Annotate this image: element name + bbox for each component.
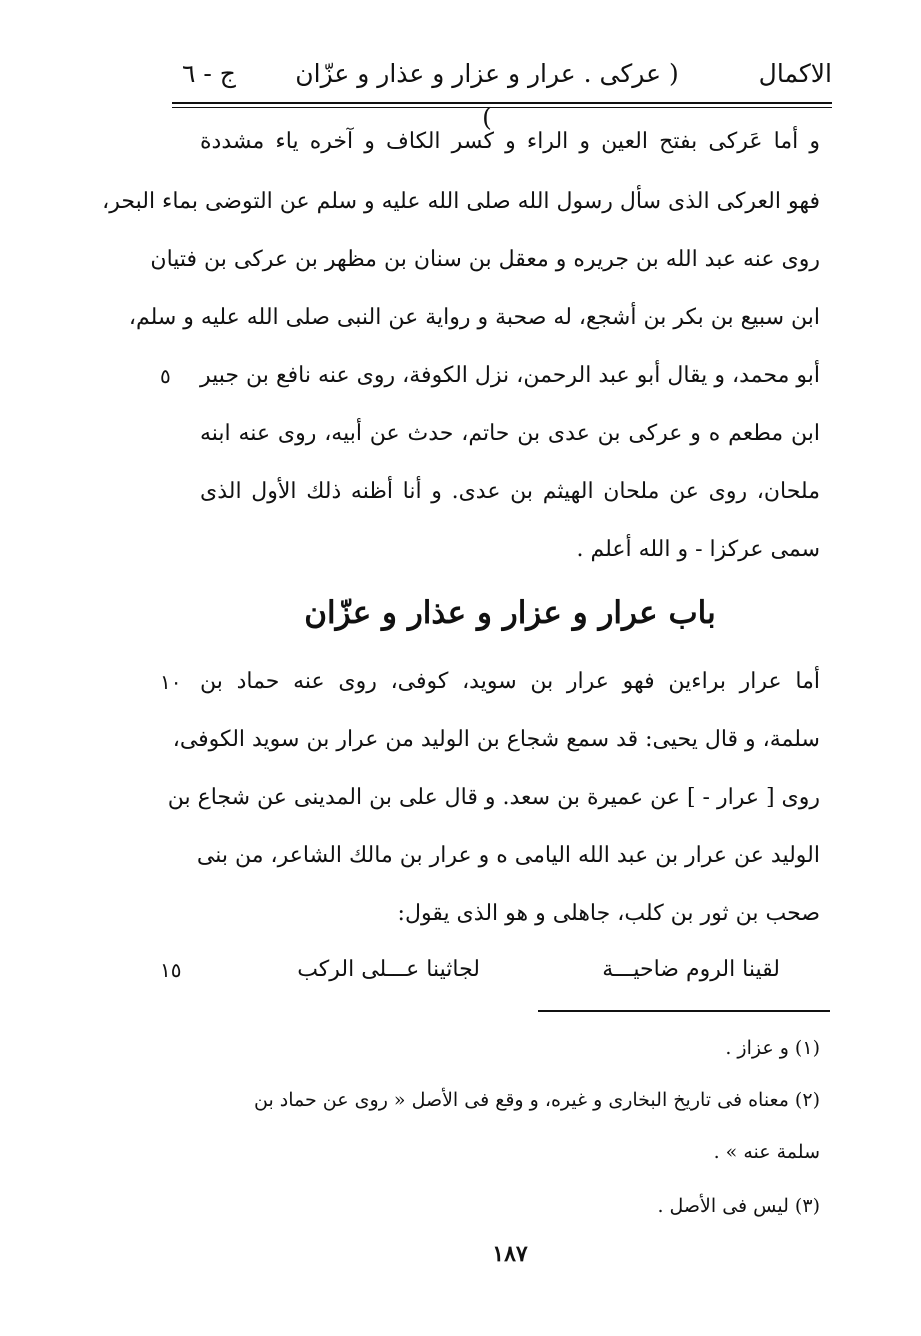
header-rule-thin [172,107,832,108]
footnote: (٣) ليس فى الأصل . [657,1195,820,1217]
line-number: ١٠ [160,670,182,694]
running-head-volume: ج - ٦ [182,59,236,88]
running-head-book-title: الاكمال [758,59,832,88]
text-line: و أما عَركى بفتح العين و الراء و كسر الكاف و آخره ياء مشددة [200,129,820,154]
line-number: ٥ [160,364,171,388]
chapter-heading: باب عرار و عزار و عذار و عزّان [304,595,716,631]
verse-second-hemistich: لجاثينا عـــلى الركب [297,957,480,982]
running-head [172,52,832,132]
page-number: ١٨٧ [492,1241,528,1267]
text-line: ابن سبيع بن بكر بن أشجع، له صحبة و رواية عن النبى صلى الله عليه و سلم، [128,305,820,330]
text-line: أما عرار براءين فهو عرار بن سويد، كوفى، روى عنه حماد بن [200,669,820,694]
line-number: ١٥ [160,958,182,982]
poetry-verse [200,950,820,990]
text-line: صحب بن ثور بن كلب، جاهلى و هو الذى يقول: [397,901,820,926]
footnote: (٢) معناه فى تاريخ البخارى و غيره، و وقع فى الأصل « روى عن حماد بن [254,1089,820,1111]
text-line: سلمة، و قال يحيى: قد سمع شجاع بن الوليد من عرار بن سويد الكوفى، [172,727,820,752]
footnote: (١) و عزاز . [725,1037,820,1059]
text-line: الوليد عن عرار بن عبد الله اليامى ه و عرار بن مالك الشاعر، من بنى [196,843,820,868]
text-line: روى عنه عبد الله بن جريره و معقل بن سنان بن مظهر بن عركى بن فتيان [150,247,820,272]
text-line: ملحان، روى عن ملحان الهيثم بن عدى. و أنا أظنه ذلك الأول الذى [200,479,820,504]
verse-first-hemistich: لقينا الروم ضاحيـــة [602,957,780,982]
footnote-continuation: سلمة عنه » . [713,1141,820,1163]
text-line: سمى عركزا - و الله أعلم . [576,537,820,562]
text-line: روى [ عرار - ] عن عميرة بن سعد. و قال على بن المدينى عن شجاع بن [167,785,820,810]
text-line: فهو العركى الذى سأل رسول الله صلى الله عليه و سلم عن التوضى بماء البحر، [102,189,820,214]
header-rule-thick [172,102,832,104]
text-line: أبو محمد، و يقال أبو عبد الرحمن، نزل الكوفة، روى عنه نافع بن جبير [200,363,820,388]
text-line: ابن مطعم ه و عركى بن عدى بن حاتم، حدث عن أبيه، روى عنه ابنه [200,421,820,446]
running-head-topic: ( عركى . عرار و عزار و عذار و عزّان ) [295,59,679,132]
footnote-rule [538,1010,830,1012]
